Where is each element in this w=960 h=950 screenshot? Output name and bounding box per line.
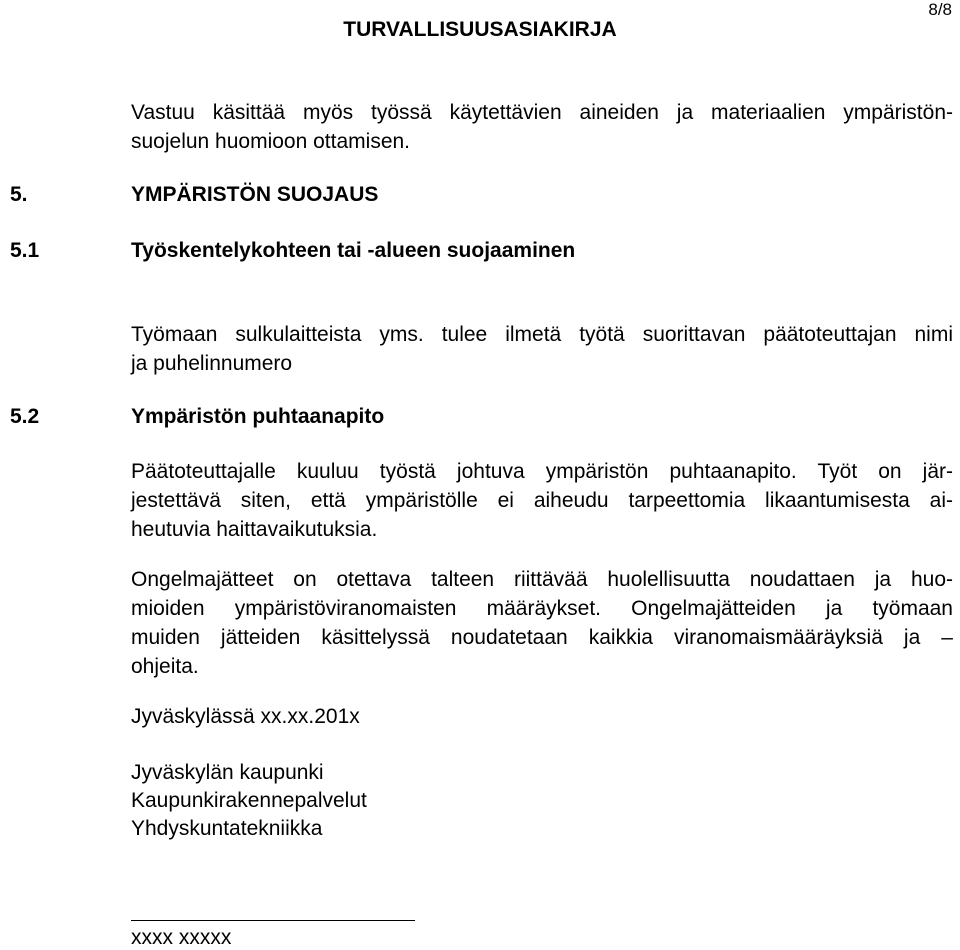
section-5-heading: YMPÄRISTÖN SUOJAUS xyxy=(131,183,379,206)
paragraph-line: Päätoteuttajalle kuuluu työstä johtuva ympäristön puhtaanapito. Työt on jär- xyxy=(131,460,953,483)
section-5-2-heading: Ympäristön puhtaanapito xyxy=(131,405,385,428)
place-and-date: Jyväskylässä xx.xx.201x xyxy=(131,705,360,728)
section-5-1-paragraph xyxy=(131,320,953,378)
paragraph-line: muiden jätteiden käsittelyssä noudatetaan kaikkia viranomaismääräyksiä ja – xyxy=(131,626,953,649)
section-5-2-number: 5.2 xyxy=(10,405,40,428)
organization-line: Kaupunkirakennepalvelut xyxy=(131,789,367,812)
signatory-name: xxxx xxxxx xyxy=(131,926,232,949)
paragraph-line: Työmaan sulkulaitteista yms. tulee ilmetä työtä suorittavan päätoteuttajan nimi xyxy=(131,323,953,346)
section-5-number: 5. xyxy=(10,183,28,206)
paragraph-line: jestettävä siten, että ympäristölle ei aiheudu tarpeettomia likaantumisesta ai- xyxy=(131,489,953,512)
paragraph-line: ja puhelinnumero xyxy=(131,352,293,375)
paragraph-line: mioiden ympäristöviranomaisten määräykset. Ongelmajätteiden ja työmaan xyxy=(131,597,953,620)
paragraph-line: ohjeita. xyxy=(131,655,199,678)
signature-line xyxy=(131,920,415,921)
section-5-2-paragraph-1 xyxy=(131,457,953,544)
paragraph-line: heutuvia haittavaikutuksia. xyxy=(131,518,378,541)
document-title: TURVALLISUUSASIAKIRJA xyxy=(343,18,617,41)
paragraph-line: Ongelmajätteet on otettava talteen riittävää huolellisuutta noudattaen ja huo- xyxy=(131,568,953,591)
section-5-1-heading: Työskentelykohteen tai -alueen suojaaminen xyxy=(131,239,576,262)
organization-line: Jyväskylän kaupunki xyxy=(131,761,324,784)
intro-line: Vastuu käsittää myös työssä käytettävien aineiden ja materiaalien ympäristön- xyxy=(131,101,953,124)
organization-line: Yhdyskuntatekniikka xyxy=(131,817,323,840)
intro-line: suojelun huomioon ottamisen. xyxy=(131,130,411,153)
intro-paragraph xyxy=(131,98,953,156)
section-5-2-paragraph-2 xyxy=(131,565,953,681)
section-5-1-number: 5.1 xyxy=(10,239,40,262)
page-number: 8/8 xyxy=(928,0,952,19)
